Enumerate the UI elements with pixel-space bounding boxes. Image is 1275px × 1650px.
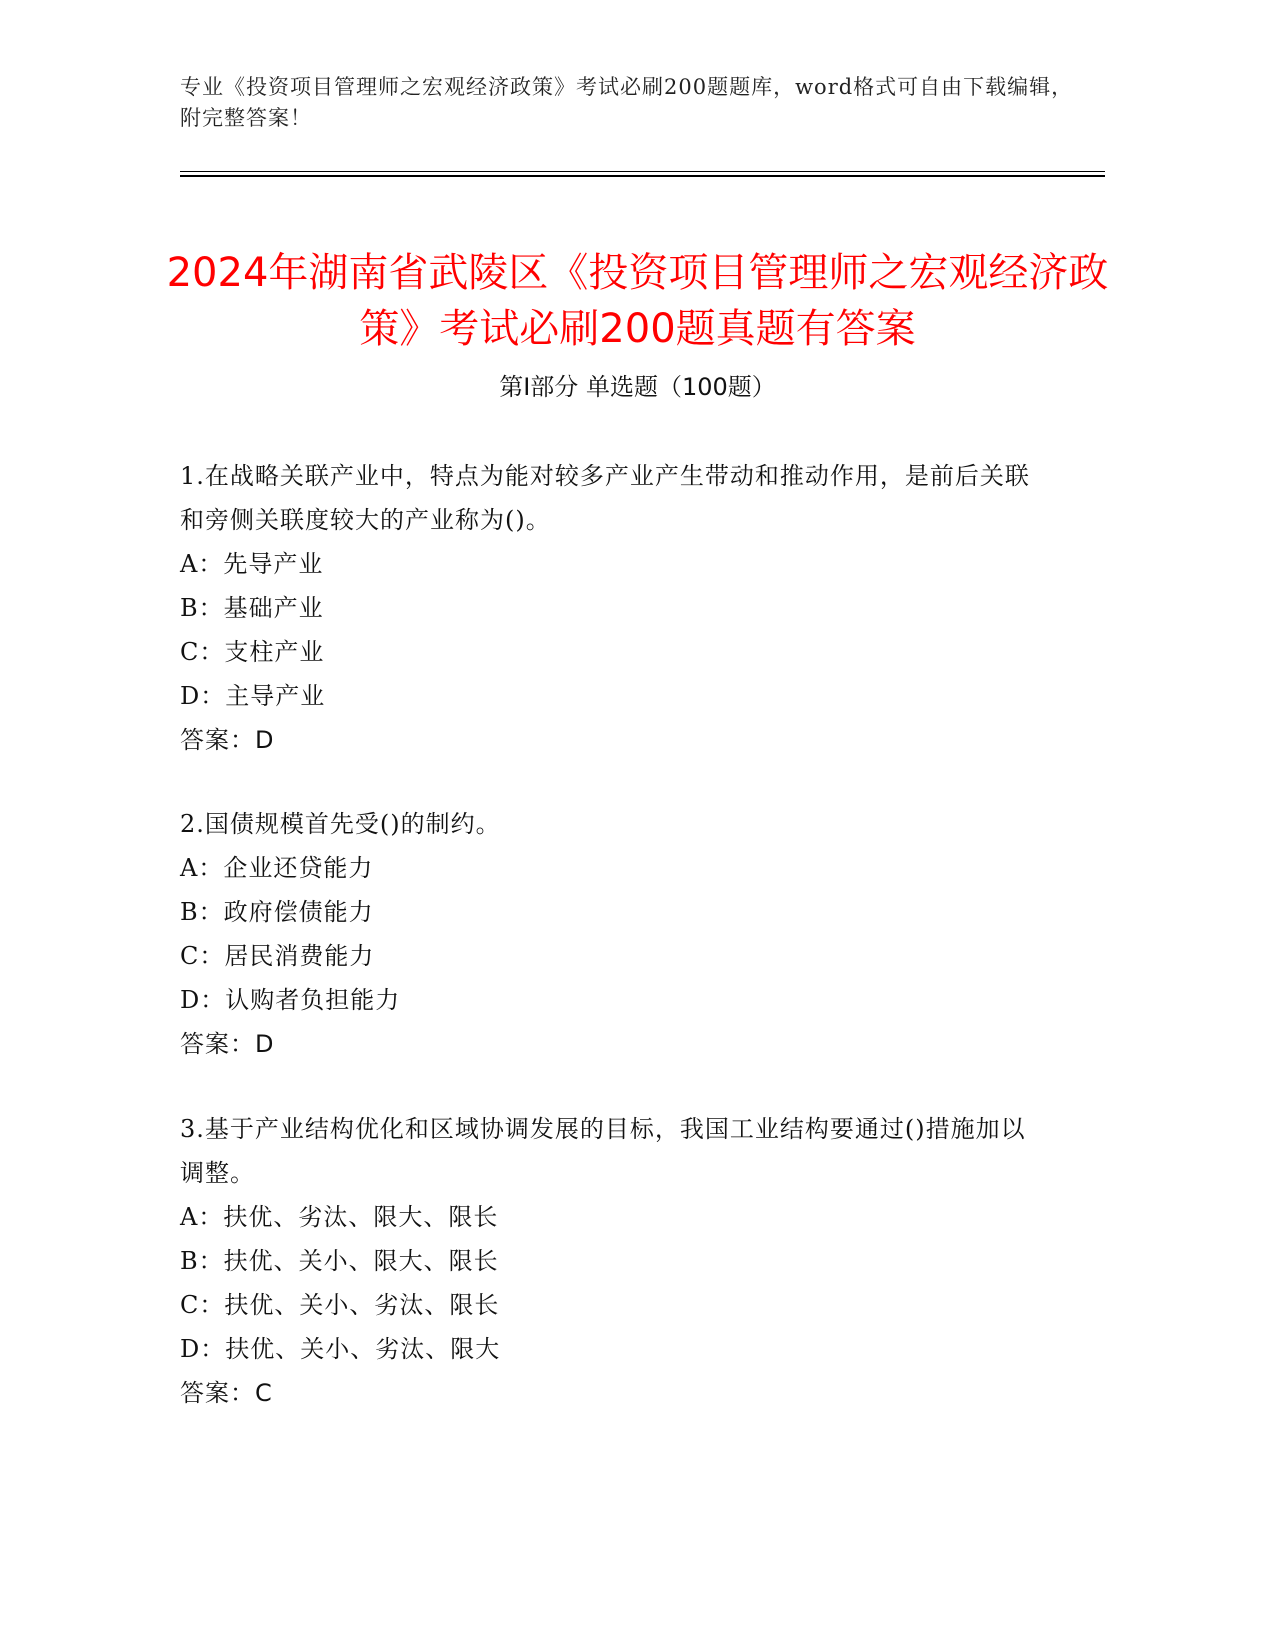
answer: 答案：D <box>180 726 275 754</box>
option-b: B：政府偿债能力 <box>180 898 374 926</box>
option-c: C：扶优、关小、劣汰、限长 <box>180 1291 500 1319</box>
header-divider-bottom <box>180 175 1105 177</box>
document-title: 2024年湖南省武陵区《投资项目管理师之宏观经济政策》考试必刷200题真题有答案 <box>166 249 1109 352</box>
question-3 <box>180 1107 1040 1415</box>
option-d: D：认购者负担能力 <box>180 986 401 1014</box>
header-note: 专业《投资项目管理师之宏观经济政策》考试必刷200题题库，word格式可自由下载编辑，附完整答案！ <box>180 75 1074 130</box>
header-divider-top <box>180 171 1105 172</box>
option-d: D：扶优、关小、劣汰、限大 <box>180 1335 501 1363</box>
option-c: C：居民消费能力 <box>180 942 375 970</box>
option-a: A：先导产业 <box>180 550 324 578</box>
option-d: D：主导产业 <box>180 682 326 710</box>
option-b: B：扶优、关小、限大、限长 <box>180 1247 499 1275</box>
section-title: 第Ⅰ部分 单选题（100题） <box>499 373 776 401</box>
answer: 答案：D <box>180 1030 275 1058</box>
answer: 答案：C <box>180 1379 273 1407</box>
question-1 <box>180 454 1040 762</box>
option-b: B：基础产业 <box>180 594 324 622</box>
option-c: C：支柱产业 <box>180 638 325 666</box>
option-a: A：扶优、劣汰、限大、限长 <box>180 1203 499 1231</box>
question-stem: 2.国债规模首先受()的制约。 <box>180 810 501 838</box>
question-stem: 1.在战略关联产业中，特点为能对较多产业产生带动和推动作用，是前后关联和旁侧关联度较大的产业称为()。 <box>180 462 1030 534</box>
question-2 <box>180 802 1040 1066</box>
option-a: A：企业还贷能力 <box>180 854 374 882</box>
question-stem: 3.基于产业结构优化和区域协调发展的目标，我国工业结构要通过()措施加以调整。 <box>180 1115 1026 1187</box>
